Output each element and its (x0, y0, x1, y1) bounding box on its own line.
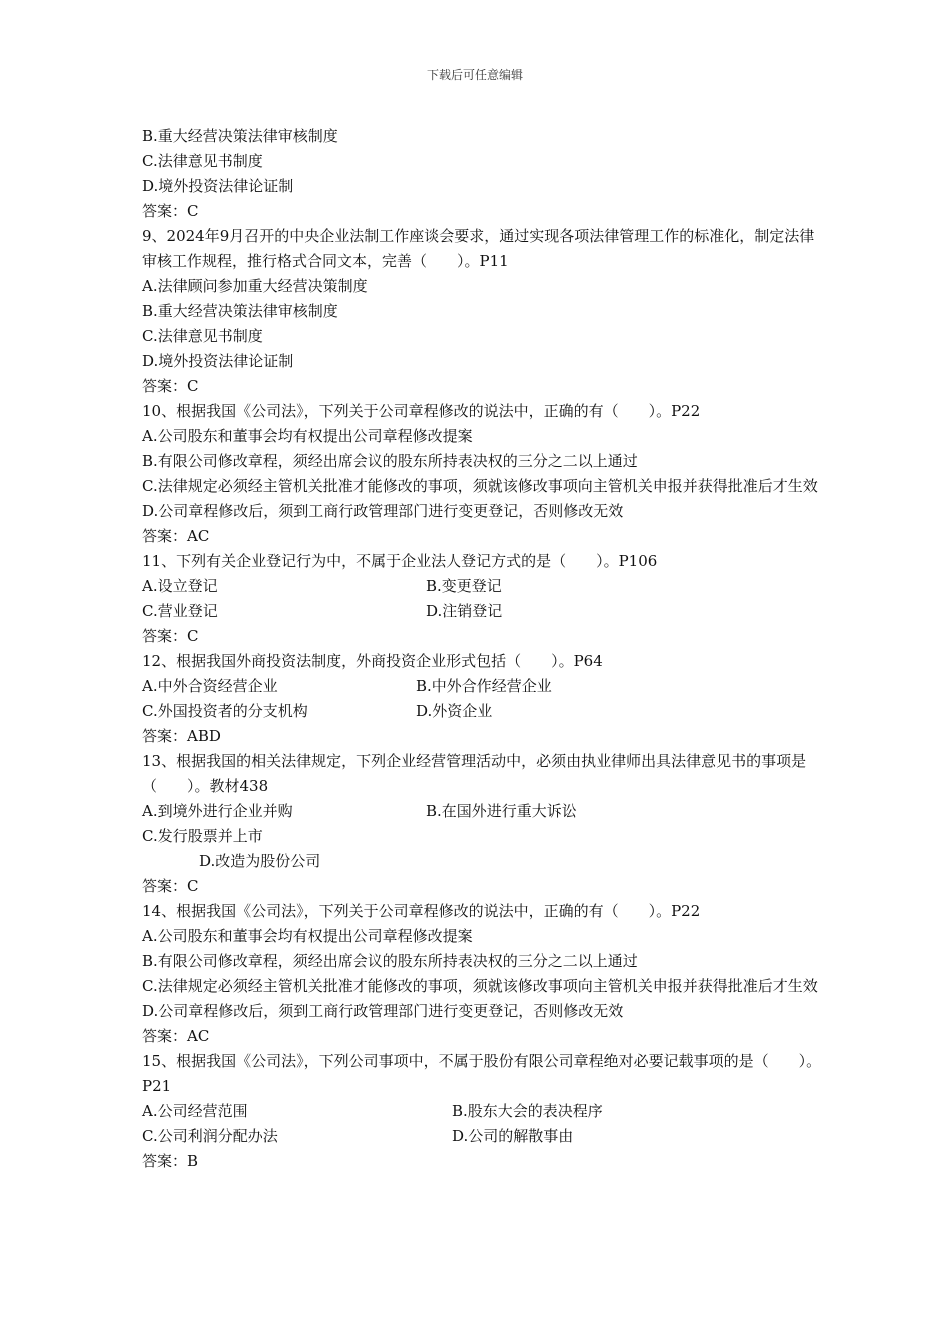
option-c: C.营业登记 (142, 602, 218, 620)
question-14-stem: 14、根据我国《公司法》，下列关于公司章程修改的说法中，正确的有（ ）。P22 (142, 902, 701, 920)
question-12-stem: 12、根据我国外商投资法制度，外商投资企业形式包括（ ）。P64 (142, 652, 603, 670)
option-b: B.重大经营决策法律审核制度 (142, 127, 338, 145)
option-c: C.法律意见书制度 (142, 152, 263, 170)
question-15-stem: 15、根据我国《公司法》，下列公司事项中，不属于股份有限公司章程绝对必要记载事项的是（ ）。P21 (142, 1052, 822, 1095)
option-d: D.改造为股份公司 (199, 852, 321, 870)
answer: 答案：C (142, 627, 199, 645)
answer: 答案：ABD (142, 727, 221, 745)
answer: 答案：B (142, 1152, 199, 1170)
option-a: A.设立登记 (142, 577, 218, 595)
answer: 答案：C (142, 877, 199, 895)
option-d: D.公司的解散事由 (452, 1127, 574, 1145)
option-d: D.外资企业 (416, 702, 493, 720)
option-b: B.有限公司修改章程，须经出席会议的股东所持表决权的三分之二以上通过 (142, 452, 638, 470)
option-a: A.到境外进行企业并购 (142, 802, 293, 820)
option-b: B.中外合作经营企业 (416, 677, 552, 695)
option-row (142, 674, 822, 699)
option-b: B.重大经营决策法律审核制度 (142, 302, 338, 320)
question-11-stem: 11、下列有关企业登记行为中，不属于企业法人登记方式的是（ ）。P106 (142, 552, 658, 570)
option-a: A.公司经营范围 (142, 1102, 248, 1120)
option-row (142, 799, 822, 824)
answer: 答案：AC (142, 527, 210, 545)
option-d: D.境外投资法律论证制 (142, 177, 294, 195)
answer: 答案：AC (142, 1027, 210, 1045)
answer: 答案：C (142, 202, 199, 220)
option-b: B.股东大会的表决程序 (452, 1102, 603, 1120)
option-a: A.公司股东和董事会均有权提出公司章程修改提案 (142, 427, 473, 445)
option-c: C.外国投资者的分支机构 (142, 702, 308, 720)
option-row (142, 1124, 822, 1149)
option-b: B.变更登记 (426, 577, 502, 595)
option-a: A.公司股东和董事会均有权提出公司章程修改提案 (142, 927, 473, 945)
answer: 答案：C (142, 377, 199, 395)
option-c: C.法律规定必须经主管机关批准才能修改的事项，须就该修改事项向主管机关申报并获得批准后才生效 (142, 477, 818, 495)
option-a: A.法律顾问参加重大经营决策制度 (142, 277, 368, 295)
document-body (142, 124, 822, 1174)
option-d: D.公司章程修改后，须到工商行政管理部门进行变更登记，否则修改无效 (142, 502, 624, 520)
option-row (142, 699, 822, 724)
question-9-stem: 9、2024年9月召开的中央企业法制工作座谈会要求，通过实现各项法律管理工作的标准化，制定法律审核工作规程，推行格式合同文本，完善（ ）。P11 (142, 227, 815, 270)
option-c: C.公司利润分配办法 (142, 1127, 278, 1145)
option-d: D.境外投资法律论证制 (142, 352, 294, 370)
option-row (142, 599, 822, 624)
option-c: C.法律意见书制度 (142, 327, 263, 345)
option-c: C.发行股票并上市 (142, 827, 263, 845)
option-b: B.有限公司修改章程，须经出席会议的股东所持表决权的三分之二以上通过 (142, 952, 638, 970)
question-13-stem: 13、根据我国的相关法律规定，下列企业经营管理活动中，必须由执业律师出具法律意见书的事项是（ ）。教材438 (142, 752, 807, 795)
option-row (142, 574, 822, 599)
page-header: 下载后可任意编辑 (426, 68, 523, 82)
option-d: D.注销登记 (426, 602, 503, 620)
option-b: B.在国外进行重大诉讼 (426, 802, 577, 820)
option-c: C.法律规定必须经主管机关批准才能修改的事项，须就该修改事项向主管机关申报并获得批准后才生效 (142, 977, 818, 995)
option-d: D.公司章程修改后，须到工商行政管理部门进行变更登记，否则修改无效 (142, 1002, 624, 1020)
question-10-stem: 10、根据我国《公司法》，下列关于公司章程修改的说法中，正确的有（ ）。P22 (142, 402, 701, 420)
option-row (142, 1099, 822, 1124)
option-a: A.中外合资经营企业 (142, 677, 278, 695)
